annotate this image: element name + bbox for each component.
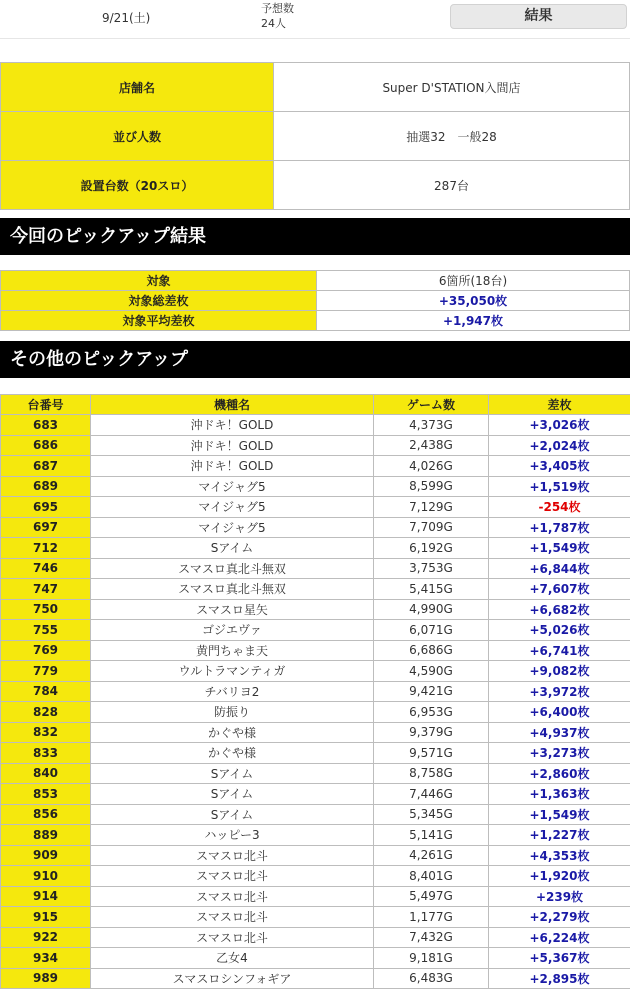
summary-row xyxy=(1,311,630,331)
diff-value: +6,400枚 xyxy=(489,702,630,723)
target-value: 6箇所(18台) xyxy=(317,271,630,291)
game-count: 7,432G xyxy=(374,927,489,948)
machine-name: スマスロ真北斗無双 xyxy=(91,558,374,579)
game-count: 3,753G xyxy=(374,558,489,579)
machine-list-table xyxy=(0,394,630,989)
game-count: 8,758G xyxy=(374,763,489,784)
diff-value: +1,920枚 xyxy=(489,866,630,887)
diff-value: +5,026枚 xyxy=(489,620,630,641)
game-count: 1,177G xyxy=(374,907,489,928)
store-info-row xyxy=(1,63,630,112)
game-count: 5,497G xyxy=(374,886,489,907)
game-count: 9,181G xyxy=(374,948,489,969)
machine-count-label: 設置台数（20スロ） xyxy=(1,161,274,210)
table-row xyxy=(1,517,630,538)
machine-name: 沖ドキ！GOLD xyxy=(91,456,374,477)
diff-value: -254枚 xyxy=(489,497,630,518)
game-count: 5,415G xyxy=(374,579,489,600)
table-row xyxy=(1,784,630,805)
machine-name: 沖ドキ！GOLD xyxy=(91,415,374,436)
diff-value: +7,607枚 xyxy=(489,579,630,600)
queue-count-label: 並び人数 xyxy=(1,112,274,161)
table-row xyxy=(1,722,630,743)
machine-name: スマスロ北斗 xyxy=(91,845,374,866)
machine-name: かぐや様 xyxy=(91,722,374,743)
machine-number: 832 xyxy=(1,722,91,743)
machine-number: 689 xyxy=(1,476,91,497)
game-count: 4,990G xyxy=(374,599,489,620)
game-count: 9,571G xyxy=(374,743,489,764)
machine-number: 687 xyxy=(1,456,91,477)
machine-name: 沖ドキ！GOLD xyxy=(91,435,374,456)
table-row xyxy=(1,907,630,928)
column-header-games: ゲーム数 xyxy=(374,395,489,415)
table-row xyxy=(1,640,630,661)
table-row xyxy=(1,702,630,723)
machine-number: 840 xyxy=(1,763,91,784)
diff-value: +4,937枚 xyxy=(489,722,630,743)
diff-value: +2,279枚 xyxy=(489,907,630,928)
game-count: 6,192G xyxy=(374,538,489,559)
game-count: 6,686G xyxy=(374,640,489,661)
machine-number: 915 xyxy=(1,907,91,928)
machine-number: 686 xyxy=(1,435,91,456)
machine-number: 695 xyxy=(1,497,91,518)
machine-number: 889 xyxy=(1,825,91,846)
summary-row xyxy=(1,291,630,311)
diff-value: +5,367枚 xyxy=(489,948,630,969)
game-count: 4,373G xyxy=(374,415,489,436)
machine-name: マイジャグ5 xyxy=(91,497,374,518)
diff-value: +1,363枚 xyxy=(489,784,630,805)
machine-name: スマスロ真北斗無双 xyxy=(91,579,374,600)
pickup-summary-table xyxy=(0,270,630,331)
game-count: 7,446G xyxy=(374,784,489,805)
machine-name: ハッピー3 xyxy=(91,825,374,846)
table-row xyxy=(1,743,630,764)
diff-value: +3,273枚 xyxy=(489,743,630,764)
diff-value: +6,741枚 xyxy=(489,640,630,661)
store-name-label: 店舗名 xyxy=(1,63,274,112)
game-count: 4,261G xyxy=(374,845,489,866)
diff-value: +6,682枚 xyxy=(489,599,630,620)
diff-value: +2,895枚 xyxy=(489,968,630,989)
table-row xyxy=(1,476,630,497)
game-count: 8,401G xyxy=(374,866,489,887)
machine-number: 755 xyxy=(1,620,91,641)
total-diff-label: 対象総差枚 xyxy=(1,291,317,311)
machine-name: スマスロ星矢 xyxy=(91,599,374,620)
machine-number: 697 xyxy=(1,517,91,538)
table-row xyxy=(1,435,630,456)
total-diff-value: +35,050枚 xyxy=(317,291,630,311)
top-bar xyxy=(0,0,630,39)
machine-name: Sアイム xyxy=(91,804,374,825)
diff-value: +2,860枚 xyxy=(489,763,630,784)
other-pickup-heading: その他のピックアップ xyxy=(0,341,630,378)
game-count: 6,953G xyxy=(374,702,489,723)
game-count: 9,421G xyxy=(374,681,489,702)
store-name-value: Super D'STATION入間店 xyxy=(274,63,630,112)
machine-number: 747 xyxy=(1,579,91,600)
game-count: 5,141G xyxy=(374,825,489,846)
diff-value: +1,549枚 xyxy=(489,538,630,559)
column-header-machine: 機種名 xyxy=(91,395,374,415)
diff-value: +6,224枚 xyxy=(489,927,630,948)
diff-value: +9,082枚 xyxy=(489,661,630,682)
game-count: 6,483G xyxy=(374,968,489,989)
result-button[interactable]: 結果 xyxy=(450,4,627,29)
game-count: 5,345G xyxy=(374,804,489,825)
game-count: 8,599G xyxy=(374,476,489,497)
table-row xyxy=(1,579,630,600)
date-label: 9/21(土) xyxy=(102,11,151,25)
table-row xyxy=(1,497,630,518)
prediction-label: 予想数 xyxy=(261,2,294,15)
diff-value: +3,405枚 xyxy=(489,456,630,477)
table-row xyxy=(1,866,630,887)
machine-name: Sアイム xyxy=(91,538,374,559)
average-diff-value: +1,947枚 xyxy=(317,311,630,331)
table-row xyxy=(1,538,630,559)
machine-number: 989 xyxy=(1,968,91,989)
table-row xyxy=(1,763,630,784)
diff-value: +6,844枚 xyxy=(489,558,630,579)
machine-number: 922 xyxy=(1,927,91,948)
machine-number: 779 xyxy=(1,661,91,682)
machine-number: 712 xyxy=(1,538,91,559)
table-row xyxy=(1,456,630,477)
game-count: 7,129G xyxy=(374,497,489,518)
machine-name: チバリヨ2 xyxy=(91,681,374,702)
machine-number: 769 xyxy=(1,640,91,661)
machine-name: ウルトラマンティガ xyxy=(91,661,374,682)
machine-number: 746 xyxy=(1,558,91,579)
machine-name: スマスロ北斗 xyxy=(91,886,374,907)
machine-number: 833 xyxy=(1,743,91,764)
machine-number: 683 xyxy=(1,415,91,436)
diff-value: +4,353枚 xyxy=(489,845,630,866)
diff-value: +1,227枚 xyxy=(489,825,630,846)
column-header-number: 台番号 xyxy=(1,395,91,415)
game-count: 7,709G xyxy=(374,517,489,538)
summary-row xyxy=(1,271,630,291)
table-row xyxy=(1,825,630,846)
table-row xyxy=(1,599,630,620)
table-row xyxy=(1,968,630,989)
game-count: 4,590G xyxy=(374,661,489,682)
machine-count-value: 287台 xyxy=(274,161,630,210)
store-info-row xyxy=(1,112,630,161)
machine-name: 乙女4 xyxy=(91,948,374,969)
table-row xyxy=(1,845,630,866)
game-count: 6,071G xyxy=(374,620,489,641)
machine-number: 856 xyxy=(1,804,91,825)
machine-name: 黄門ちゃま天 xyxy=(91,640,374,661)
machine-number: 784 xyxy=(1,681,91,702)
queue-count-value: 抽選32 一般28 xyxy=(274,112,630,161)
store-info-row xyxy=(1,161,630,210)
table-row xyxy=(1,886,630,907)
table-row xyxy=(1,927,630,948)
diff-value: +239枚 xyxy=(489,886,630,907)
machine-name: かぐや様 xyxy=(91,743,374,764)
diff-value: +1,787枚 xyxy=(489,517,630,538)
diff-value: +1,519枚 xyxy=(489,476,630,497)
column-header-diff: 差枚 xyxy=(489,395,630,415)
machine-name: Sアイム xyxy=(91,763,374,784)
table-row xyxy=(1,804,630,825)
diff-value: +1,549枚 xyxy=(489,804,630,825)
game-count: 2,438G xyxy=(374,435,489,456)
target-label: 対象 xyxy=(1,271,317,291)
machine-name: 防振り xyxy=(91,702,374,723)
table-header-row xyxy=(1,395,630,415)
machine-number: 750 xyxy=(1,599,91,620)
diff-value: +3,026枚 xyxy=(489,415,630,436)
table-row xyxy=(1,558,630,579)
table-row xyxy=(1,948,630,969)
machine-number: 910 xyxy=(1,866,91,887)
table-row xyxy=(1,681,630,702)
machine-rows xyxy=(1,415,630,989)
average-diff-label: 対象平均差枚 xyxy=(1,311,317,331)
diff-value: +2,024枚 xyxy=(489,435,630,456)
machine-number: 934 xyxy=(1,948,91,969)
prediction-count xyxy=(261,1,294,31)
machine-number: 914 xyxy=(1,886,91,907)
store-info-table xyxy=(0,62,630,210)
machine-name: マイジャグ5 xyxy=(91,517,374,538)
prediction-value: 24人 xyxy=(261,17,286,30)
machine-name: スマスロ北斗 xyxy=(91,907,374,928)
game-count: 4,026G xyxy=(374,456,489,477)
machine-name: スマスロシンフォギア xyxy=(91,968,374,989)
machine-number: 909 xyxy=(1,845,91,866)
diff-value: +3,972枚 xyxy=(489,681,630,702)
machine-number: 853 xyxy=(1,784,91,805)
pickup-result-heading: 今回のピックアップ結果 xyxy=(0,218,630,255)
machine-name: スマスロ北斗 xyxy=(91,927,374,948)
machine-name: マイジャグ5 xyxy=(91,476,374,497)
machine-number: 828 xyxy=(1,702,91,723)
table-row xyxy=(1,620,630,641)
machine-name: スマスロ北斗 xyxy=(91,866,374,887)
machine-name: Sアイム xyxy=(91,784,374,805)
table-row xyxy=(1,415,630,436)
machine-name: ゴジエヴァ xyxy=(91,620,374,641)
table-row xyxy=(1,661,630,682)
game-count: 9,379G xyxy=(374,722,489,743)
